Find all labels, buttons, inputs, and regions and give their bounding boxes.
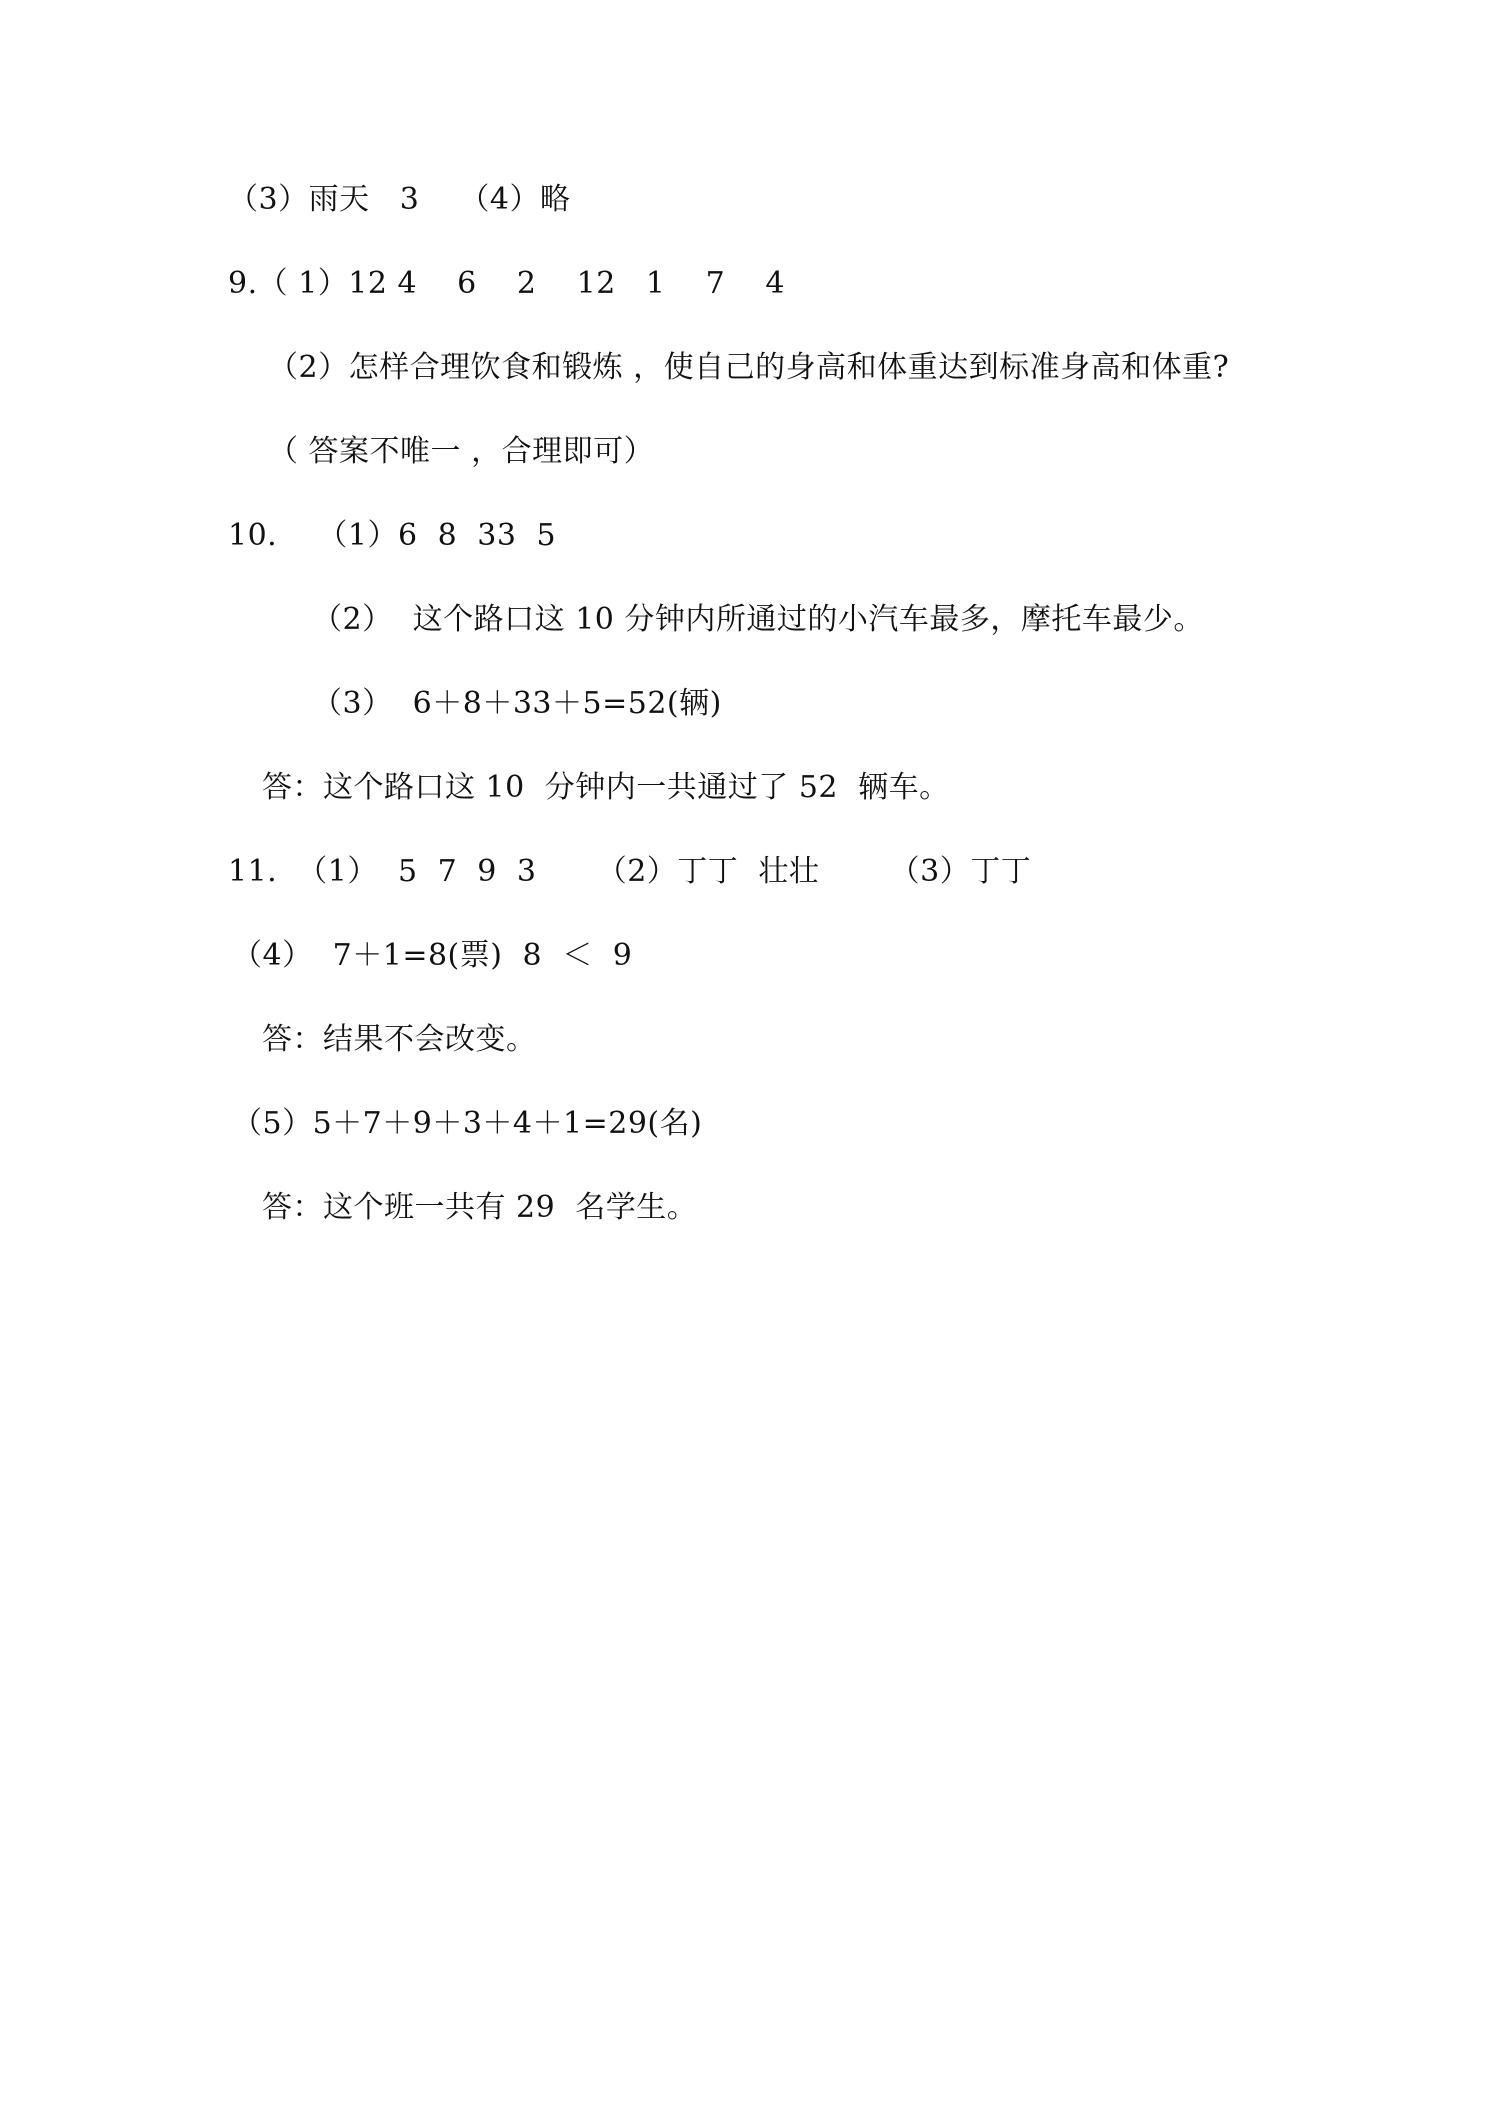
q9-part1-line: 9.（ 1）12 4 6 2 12 1 7 4 (228, 266, 785, 301)
q11-part4-answer-line: 答：结果不会改变。 (262, 1022, 537, 1057)
q9-part2-line: （2）怎样合理饮食和锻炼 ，使自己的身高和体重达到标准身高和体重? (268, 350, 1230, 385)
q9-note-line: （ 答案不唯一 ，合理即可） (268, 434, 655, 469)
q11-part1-3-line: 11. （1） 5 7 9 3 （2）丁丁 壮壮 （3）丁丁 (228, 854, 1032, 889)
q10-part3-line: （3） 6＋8＋33＋5=52(辆) (312, 686, 722, 721)
q11-part4-line: （4） 7＋1=8(票) 8 ＜ 9 (232, 938, 633, 973)
q10-part1-line: 10. （1）6 8 33 5 (228, 518, 557, 553)
q10-answer-line: 答：这个路口这 10 分钟内一共通过了 52 辆车。 (262, 770, 950, 805)
q11-part5-answer-line: 答：这个班一共有 29 名学生。 (262, 1190, 698, 1225)
q8-answer-line: （3）雨天 3 （4）略 (228, 182, 571, 217)
q11-part5-line: （5）5＋7＋9＋3＋4＋1=29(名) (232, 1106, 703, 1141)
q10-part2-line: （2） 这个路口这 10 分钟内所通过的小汽车最多，摩托车最少。 (312, 602, 1204, 637)
